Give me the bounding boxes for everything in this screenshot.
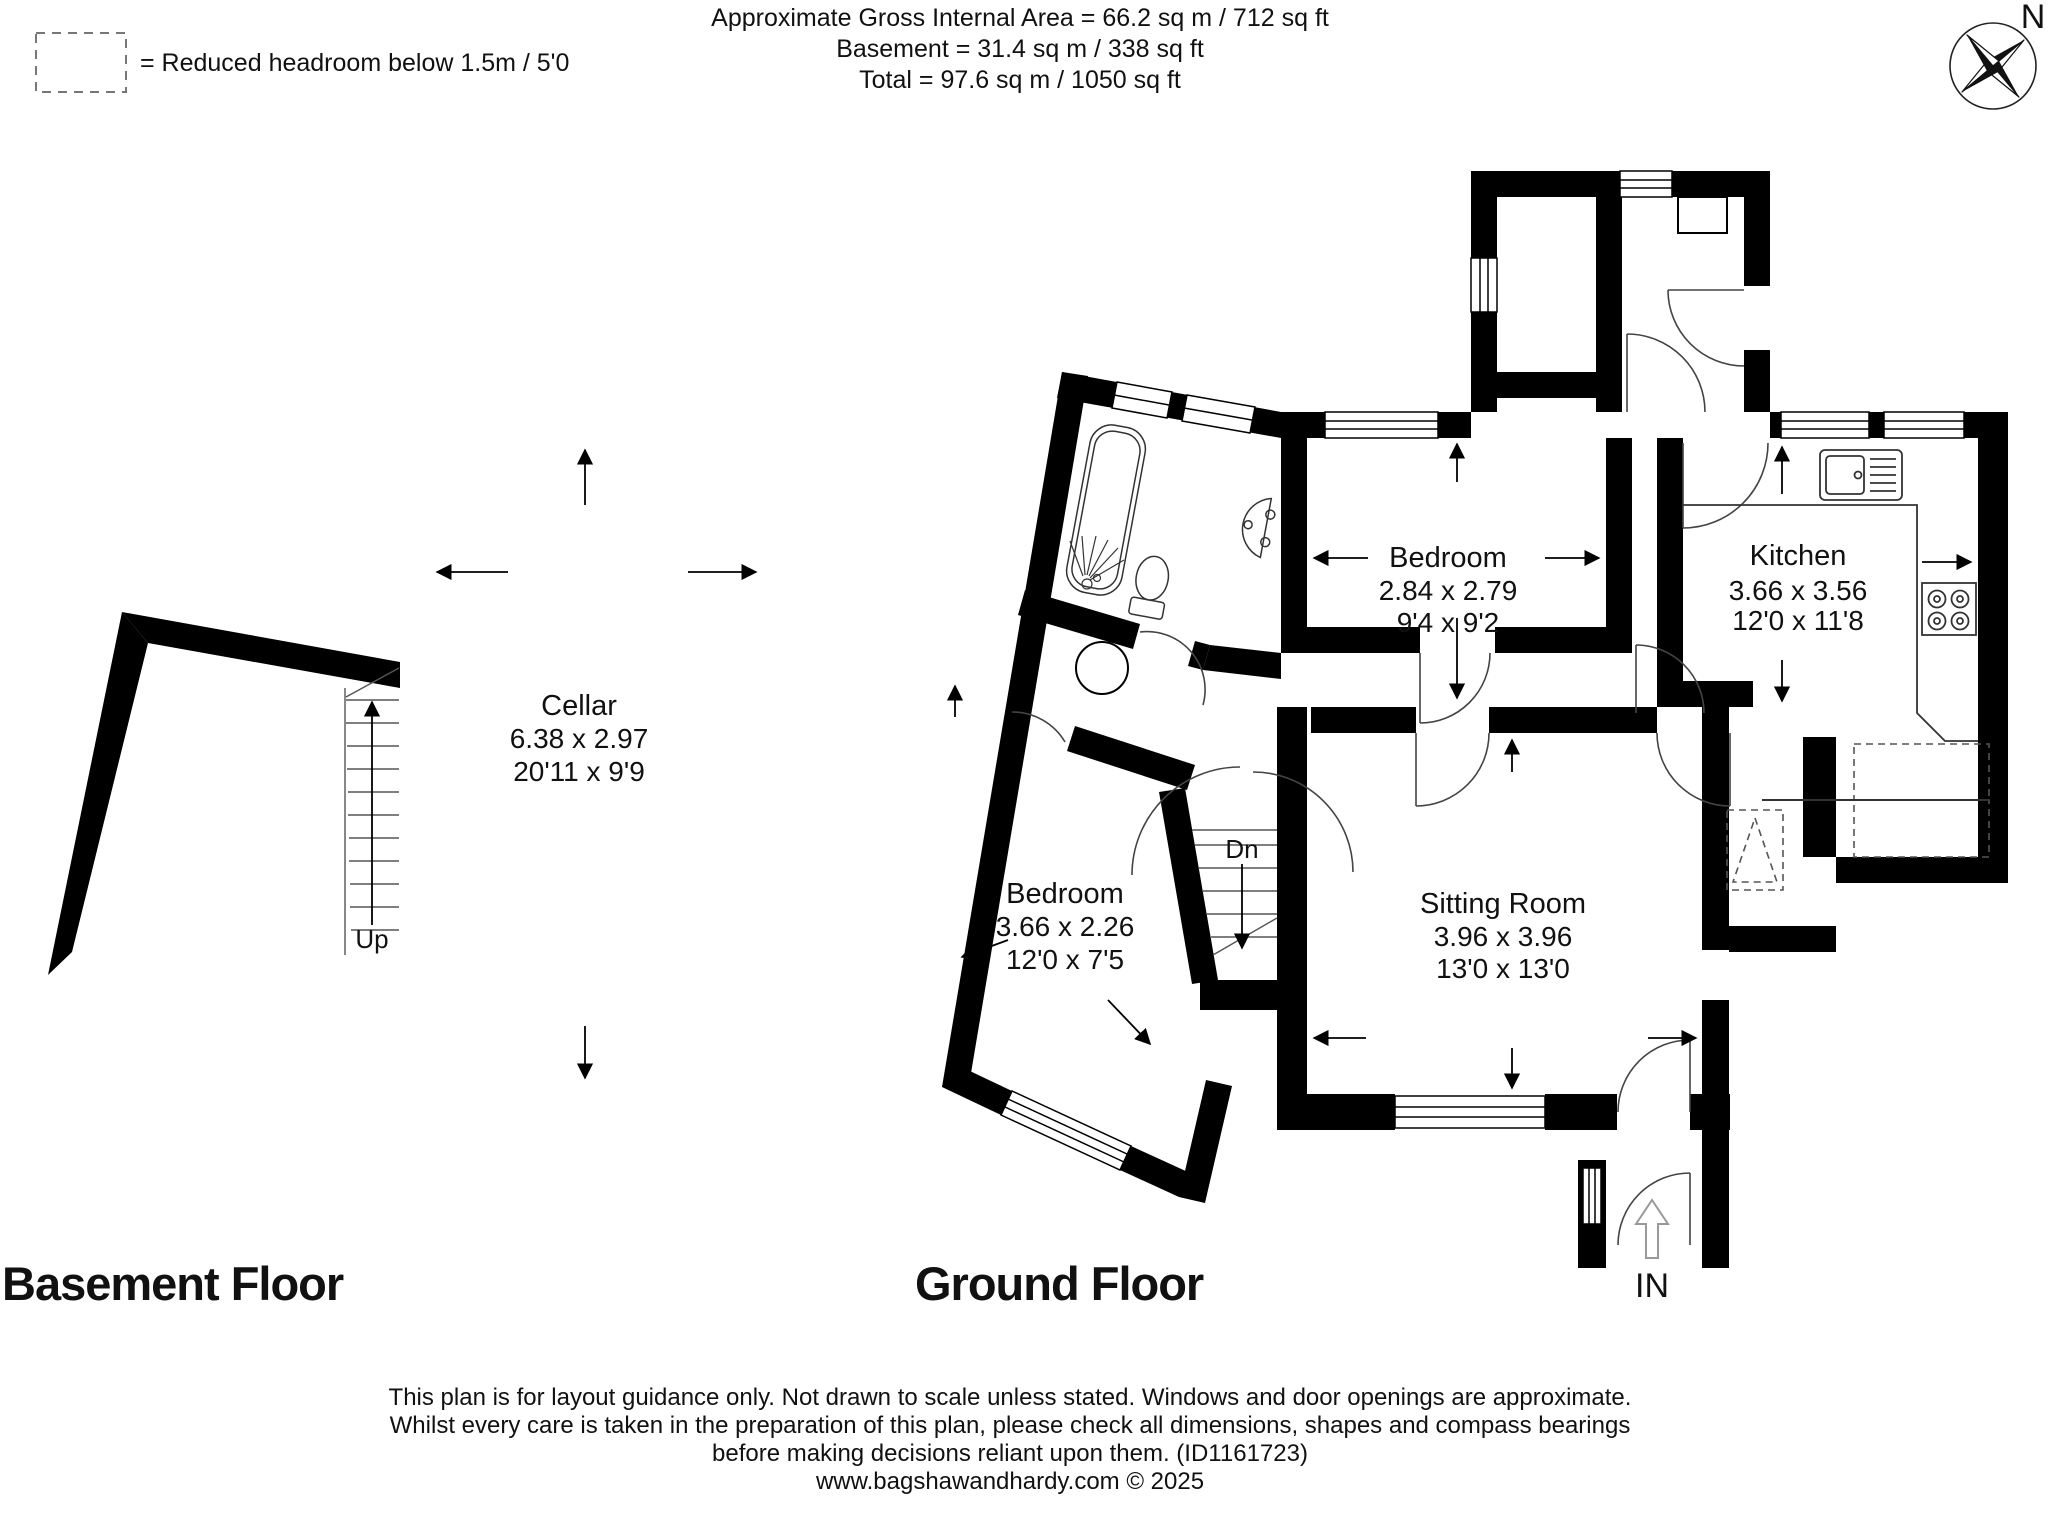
bathroom-fittings — [1063, 421, 1278, 619]
entrance-label: IN — [1635, 1267, 1669, 1305]
compass-north-label: N — [2020, 0, 2046, 36]
bedroom1-metric: 2.84 x 2.79 — [1378, 575, 1518, 606]
reduced-headroom-hallway — [1727, 810, 1783, 890]
reduced-headroom-upper — [1854, 744, 1989, 800]
disclaimer — [389, 1384, 1632, 1495]
basin-icon — [1238, 494, 1278, 558]
website-credit: www.bagshawandhardy.com © 2025 — [815, 1468, 1205, 1495]
header-gross-area: Approximate Gross Internal Area = 66.2 sq m / 712 sq ft — [711, 4, 1329, 32]
bedroom2-metric: 3.66 x 2.26 — [995, 911, 1135, 942]
cellar-name: Cellar — [541, 690, 617, 722]
reduced-headroom-swatch — [36, 33, 126, 92]
entrance-arrow-icon — [1636, 1200, 1668, 1258]
header-area-text — [711, 4, 1329, 94]
toilet-icon — [1128, 553, 1173, 619]
sitting-room-name: Sitting Room — [1419, 888, 1587, 920]
cellar-metric: 6.38 x 2.97 — [509, 723, 649, 754]
bedroom2-name: Bedroom — [1006, 878, 1124, 910]
header-basement-area: Basement = 31.4 sq m / 338 sq ft — [836, 35, 1204, 63]
disclaimer-line3: before making decisions reliant upon them. (ID1161723) — [712, 1440, 1308, 1467]
bedroom2-imperial: 12'0 x 7'5 — [1005, 944, 1125, 975]
kitchen-metric: 3.66 x 3.56 — [1728, 575, 1868, 606]
legend — [36, 33, 569, 92]
ground-plan — [942, 171, 2008, 1305]
compass-rose-icon — [1950, 0, 2045, 109]
legend-label: = Reduced headroom below 1.5m / 5'0 — [140, 49, 570, 77]
basement-walls — [48, 612, 400, 975]
boiler-box — [1678, 197, 1727, 233]
bedroom1-imperial: 9'4 x 9'2 — [1396, 607, 1500, 638]
kitchen-hob-icon — [1922, 583, 1976, 635]
kitchen-imperial: 12'0 x 11'8 — [1732, 605, 1864, 636]
cellar-labels — [510, 690, 649, 787]
ground-floor-title: Ground Floor — [915, 1257, 1204, 1310]
reduced-headroom-lower — [1854, 800, 1989, 857]
kitchen-sink-icon — [1820, 450, 1902, 500]
header-total-area: Total = 97.6 sq m / 1050 sq ft — [859, 66, 1181, 94]
basement-plan — [48, 450, 756, 1078]
tank-circle — [1076, 642, 1128, 694]
sitting-room-metric: 3.96 x 3.96 — [1433, 921, 1573, 952]
kitchen-name: Kitchen — [1749, 540, 1847, 572]
bath-spray-icon — [1070, 536, 1124, 589]
basement-stairs-label: Up — [355, 924, 389, 954]
ground-stairs-label: Dn — [1225, 834, 1259, 864]
disclaimer-line2: Whilst every care is taken in the preparation of this plan, please check all dimensions, shapes and compass bearings — [389, 1412, 1631, 1439]
basement-floor-title: Basement Floor — [2, 1257, 344, 1310]
disclaimer-line1: This plan is for layout guidance only. Not drawn to scale unless stated. Windows and door openings are approximate. — [388, 1384, 1632, 1411]
bedroom1-name: Bedroom — [1389, 542, 1507, 574]
cellar-imperial: 20'11 x 9'9 — [513, 756, 645, 787]
sitting-room-imperial: 13'0 x 13'0 — [1436, 953, 1570, 984]
